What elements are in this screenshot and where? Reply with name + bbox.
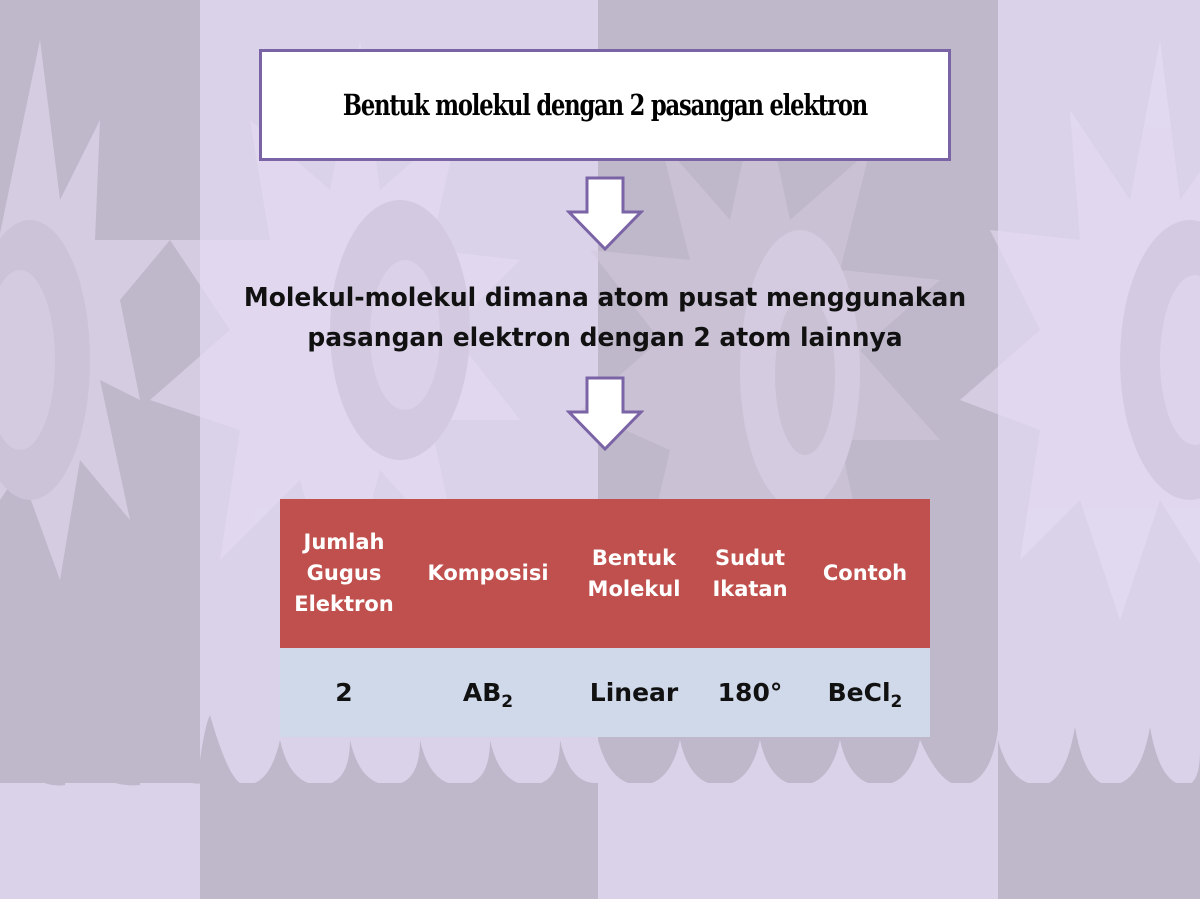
title-box xyxy=(259,49,951,161)
cell-sudut-ikatan: 180° xyxy=(700,648,800,737)
header-line: Gugus xyxy=(306,561,382,585)
header-jumlah-gugus-elektron xyxy=(280,499,408,648)
cell-contoh xyxy=(800,648,930,737)
formula-base: AB xyxy=(462,678,502,707)
slide-title: Bentuk molekul dengan 2 pasangan elektron xyxy=(342,88,868,122)
header-komposisi xyxy=(408,499,568,648)
header-line: Molekul xyxy=(587,576,681,601)
header-line: Elektron xyxy=(294,592,394,616)
header-bentuk-molekul xyxy=(568,499,700,648)
slide-description xyxy=(100,278,1110,358)
header-line: Komposisi xyxy=(427,561,549,585)
formula-base: BeCl xyxy=(827,678,891,707)
molecule-shape-table xyxy=(280,499,930,737)
formula-subscript: 2 xyxy=(890,692,903,712)
header-sudut-ikatan xyxy=(700,499,800,648)
down-arrow-icon xyxy=(566,176,644,252)
table-header-row xyxy=(280,499,930,648)
header-line: Ikatan xyxy=(712,576,788,601)
description-line: Molekul-molekul dimana atom pusat menggunakan xyxy=(243,283,967,313)
down-arrow-icon xyxy=(566,376,644,452)
header-line: Contoh xyxy=(822,561,908,585)
table-row xyxy=(280,648,930,737)
cell-bentuk-molekul: Linear xyxy=(568,648,700,737)
cell-jumlah-gugus-elektron: 2 xyxy=(280,648,408,737)
header-line: Jumlah xyxy=(303,530,385,554)
header-contoh xyxy=(800,499,930,648)
header-line: Sudut xyxy=(714,545,786,570)
formula-subscript: 2 xyxy=(501,692,514,712)
cell-komposisi xyxy=(408,648,568,737)
header-line: Bentuk xyxy=(591,545,677,570)
description-line: pasangan elektron dengan 2 atom lainnya xyxy=(307,323,903,353)
